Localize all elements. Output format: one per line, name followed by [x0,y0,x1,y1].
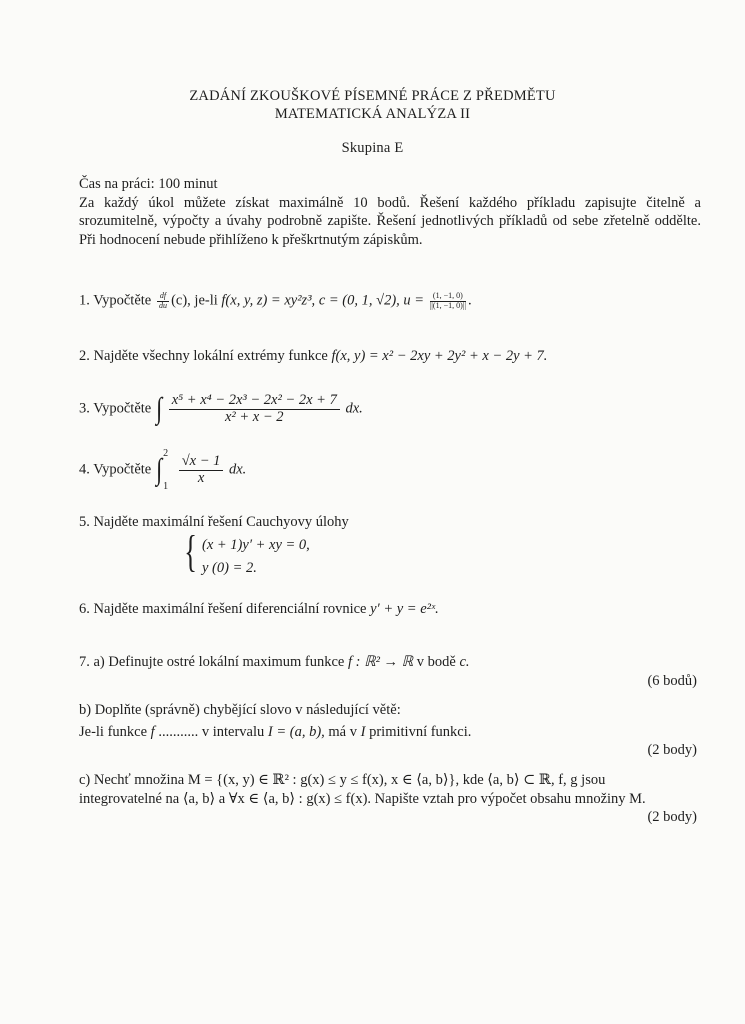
problem-1-deriv-den: du [158,300,167,310]
problem-3-numerator: x⁵ + x⁴ − 2x³ − 2x² − 2x + 7 [169,393,340,410]
problem-7a-text: 7. a) Definujte ostré lokální maximum funkce [79,654,345,670]
problem-7a-points: (6 bodů) [647,673,697,689]
intro-block [79,175,701,249]
definite-integral-sign-icon: ∫ [155,453,163,486]
left-brace-icon: { [184,527,197,576]
integral-sign-icon: ∫ [155,392,163,425]
problem-7a-mapping: f : ℝ² → ℝ [347,654,414,670]
time-limit: Čas na práci: 100 minut [79,176,218,192]
problem-2 [79,348,547,365]
problem-1-point: c = (0, 1, √2), [318,292,400,309]
problem-3-dx: dx. [345,400,363,417]
problem-4-lower-limit: 1 [163,481,169,492]
problem-6-text: 6. Najděte maximální řešení diferenciální rovnice [79,601,367,617]
problem-1-u-num: (1, −1, 0) [430,292,466,302]
problem-7b-I: I [360,724,366,740]
problem-1-u-label: u = [403,292,425,309]
problem-4-numerator: √x − 1 [179,454,224,471]
problem-3-denominator: x² + x − 2 [224,408,284,425]
problem-7a-point: c. [459,654,470,670]
problem-1-deriv-num: df [157,292,169,302]
problem-4-upper-limit: 2 [163,448,169,459]
problem-7c-line2: integrovatelné na ⟨a, b⟩ a ∀x ∈ ⟨a, b⟩ : g(x) ≤ f(x). Napište vztah pro výpočet obsahu množiny M. [79,791,646,807]
problem-1-label: 1. Vypočtěte [79,292,152,309]
problem-1-u-vector [430,292,466,311]
problem-7b-line2 [79,724,471,741]
page-title-line1: ZADÁNÍ ZKOUŠKOVÉ PÍSEMNÉ PRÁCE Z PŘEDMĚTU [189,88,556,104]
problem-1-derivative [157,292,169,311]
problem-1-u-den: ||(1, −1, 0)|| [429,300,466,310]
page-title-line2: MATEMATICKÁ ANALÝZA II [274,106,471,122]
problem-7b-part-d: primitivní funkci. [369,724,472,740]
problem-4-dx: dx. [229,461,247,478]
problem-7c-points: (2 body) [647,809,697,825]
problem-7a-end: v bodě [416,654,456,670]
problem-7b-part-b: v intervalu [201,724,265,740]
problem-5-text: 5. Najděte maximální řešení Cauchyovy úlohy [79,514,349,530]
problem-7b-interval: I = (a, b), [267,724,325,740]
problem-1-after-frac: (c), je-li [171,292,218,309]
problem-7b-part-a: Je-li funkce [79,724,148,740]
group-label: Skupina E [341,140,404,156]
problem-4-label: 4. Vypočtěte [79,461,152,478]
problem-5-eq1: (x + 1)y′ + xy = 0, [202,537,310,553]
problem-7b-points: (2 body) [647,742,697,758]
problem-7c-line1: c) Nechť množina M = {(x, y) ∈ ℝ² : g(x) ≤ y ≤ f(x), x ∈ ⟨a, b⟩}, kde ⟨a, b⟩ ⊂ ℝ, f, g jsou [79,772,606,788]
problem-4 [79,450,246,490]
problem-5-eq2: y (0) = 2. [202,560,257,576]
problem-1-function: f(x, y, z) = xy²z³, [221,292,316,309]
problem-7b-f: f [150,724,155,740]
problem-7b-part-c: má v [328,724,357,740]
problem-4-denominator: x [197,469,205,486]
problem-6 [79,601,439,618]
problem-3-label: 3. Vypočtěte [79,400,152,417]
problem-6-equation: y′ + y = e²ˣ. [370,601,439,617]
instructions: Za každý úkol můžete získat maximálně 10 bodů. Řešení každého příkladu zapisujte čitelně a srozumitelně, výpočty a úvahy podrobně zapište. Řešení jednotlivých příkladů od sebe zřetelně oddělte. Při hodnocení nebude přihlíženo k přeškrtnutým zápiskům. [79,194,701,248]
problem-1-end: . [467,292,472,309]
problem-1 [79,292,472,311]
problem-3-fraction [169,393,340,426]
problem-3 [79,392,363,426]
problem-4-fraction [179,454,224,487]
problem-2-function: f(x, y) = x² − 2xy + 2y² + x − 2y + 7. [331,348,548,364]
problem-2-text: 2. Najděte všechny lokální extrémy funkce [79,348,328,364]
problem-4-limits [163,450,173,490]
problem-7b-line1: b) Doplňte (správně) chybějící slovo v následující větě: [79,702,401,718]
problem-7b-blank: ........... [158,724,199,740]
problem-7a [79,654,470,671]
